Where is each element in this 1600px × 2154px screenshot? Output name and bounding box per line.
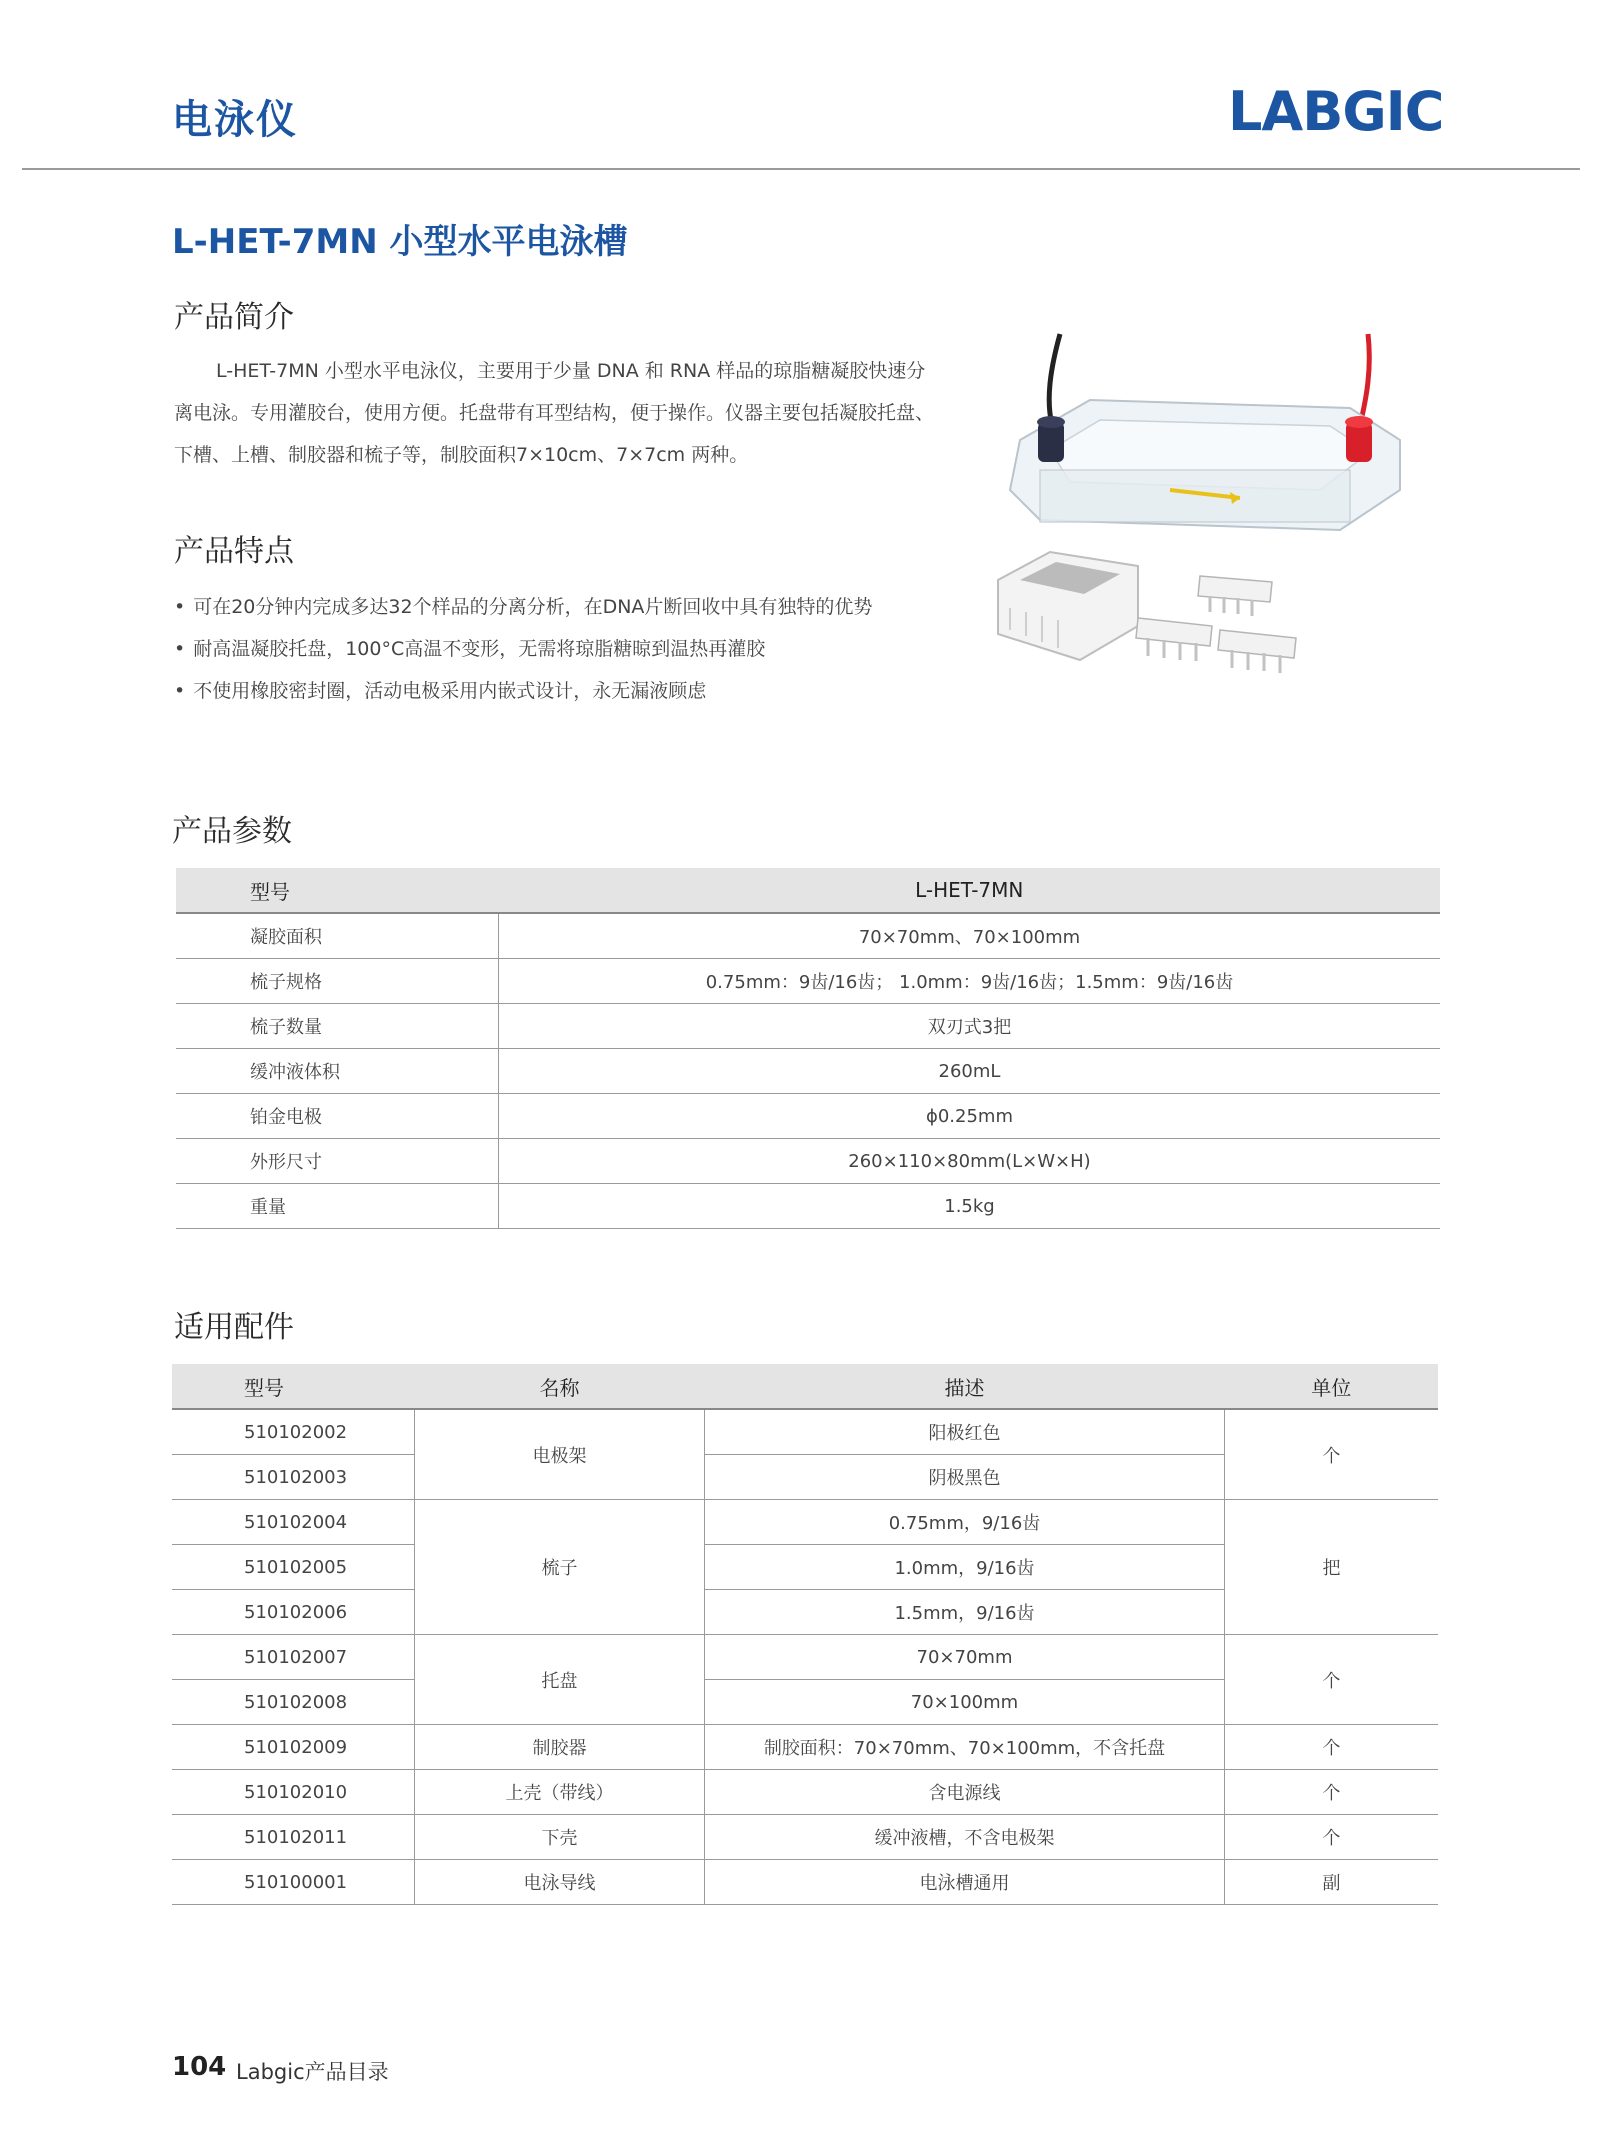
accessories-heading: 适用配件: [174, 1310, 294, 1345]
col-name: 名称: [539, 1375, 580, 1400]
description-cell: 阴极黑色: [705, 1455, 1225, 1500]
name-cell: 电泳导线: [415, 1860, 705, 1905]
description-cell: 缓冲液槽，不含电极架: [705, 1815, 1225, 1860]
param-name: 梳子数量: [176, 1004, 499, 1049]
model-cell: 510102005: [172, 1545, 415, 1590]
description-cell: 70×100mm: [705, 1680, 1225, 1725]
param-value: 1.5kg: [944, 1195, 995, 1217]
name-cell: 上壳（带线）: [415, 1770, 705, 1815]
model-cell: 510102003: [172, 1455, 415, 1500]
black-lead-icon: [1049, 334, 1060, 425]
features-heading: 产品特点: [174, 534, 294, 569]
table-row: [176, 1184, 1440, 1229]
model-cell: 510102007: [172, 1635, 415, 1680]
page-number: 104: [172, 2052, 227, 2082]
table-row: [176, 913, 1440, 959]
model-cell: 510102009: [172, 1725, 415, 1770]
table-row: [172, 1815, 1438, 1860]
name-cell: 下壳: [415, 1815, 705, 1860]
accessories-header-row: [172, 1364, 1438, 1409]
params-table: [176, 868, 1440, 1229]
model-cell: 510102008: [172, 1680, 415, 1725]
description-cell: 含电源线: [705, 1770, 1225, 1815]
table-row: [172, 1860, 1438, 1905]
params-header-row: [176, 868, 1440, 913]
name-cell: 电极架: [415, 1409, 705, 1500]
unit-cell: 把: [1225, 1500, 1439, 1635]
param-name: 铂金电极: [176, 1094, 499, 1139]
param-value: 双刃式3把: [927, 1017, 1012, 1038]
description-cell: 制胶面积：70×70mm、70×100mm，不含托盘: [705, 1725, 1225, 1770]
param-name: 缓冲液体积: [176, 1049, 499, 1094]
intro-heading: 产品简介: [174, 300, 294, 335]
description-cell: 阳极红色: [705, 1409, 1225, 1455]
description-cell: 电泳槽通用: [705, 1860, 1225, 1905]
table-row: [172, 1770, 1438, 1815]
model-cell: 510100001: [172, 1860, 415, 1905]
col-unit: 单位: [1311, 1375, 1352, 1400]
feature-item: • 不使用橡胶密封圈，活动电极采用内嵌式设计，永无漏液顾虑: [174, 670, 964, 712]
product-title: L-HET-7MN 小型水平电泳槽: [172, 222, 628, 262]
param-name: 外形尺寸: [176, 1139, 499, 1184]
section-title: 电泳仪: [172, 97, 298, 143]
col-description: 描述: [944, 1375, 985, 1400]
param-value: 0.75mm：9齿/16齿； 1.0mm：9齿/16齿；1.5mm：9齿/16齿: [705, 972, 1234, 993]
param-name: 梳子规格: [176, 959, 499, 1004]
param-name: 重量: [176, 1184, 499, 1229]
params-header-value: L-HET-7MN: [915, 878, 1024, 902]
feature-item: • 可在20分钟内完成多达32个样品的分离分析，在DNA片断回收中具有独特的优势: [174, 586, 964, 628]
table-row: [172, 1409, 1438, 1455]
intro-text: L-HET-7MN 小型水平电泳仪，主要用于少量 DNA 和 RNA 样品的琼脂糖凝胶快速分离电泳。专用灌胶台，使用方便。托盘带有耳型结构，便于操作。仪器主要包括凝胶托盘、下槽、上槽、制胶器和梳子等，制胶面积7×10cm、7×7cm 两种。: [174, 360, 935, 466]
name-cell: 梳子: [415, 1500, 705, 1635]
table-row: [176, 959, 1440, 1004]
param-name: 凝胶面积: [176, 913, 499, 959]
model-cell: 510102002: [172, 1409, 415, 1455]
name-cell: 制胶器: [415, 1725, 705, 1770]
description-cell: 1.0mm，9/16齿: [705, 1545, 1225, 1590]
description-cell: 70×70mm: [705, 1635, 1225, 1680]
unit-cell: 个: [1225, 1409, 1439, 1500]
intro-paragraph: [174, 350, 934, 476]
unit-cell: 副: [1225, 1860, 1439, 1905]
header-divider: [22, 168, 1580, 170]
feature-item: • 耐高温凝胶托盘，100°C高温不变形，无需将琼脂糖晾到温热再灌胶: [174, 628, 964, 670]
product-image: [980, 330, 1410, 710]
model-cell: 510102010: [172, 1770, 415, 1815]
model-cell: 510102004: [172, 1500, 415, 1545]
model-cell: 510102011: [172, 1815, 415, 1860]
col-model: 型号: [244, 1375, 284, 1400]
param-value: ɸ0.25mm: [925, 1105, 1014, 1127]
labgic-logo: LABGIC: [1228, 80, 1444, 143]
description-cell: 0.75mm，9/16齿: [705, 1500, 1225, 1545]
description-cell: 1.5mm，9/16齿: [705, 1590, 1225, 1635]
red-lead-icon: [1360, 334, 1369, 425]
params-header-label: 型号: [250, 879, 290, 904]
param-value: 70×70mm、70×100mm: [858, 927, 1081, 948]
unit-cell: 个: [1225, 1770, 1439, 1815]
table-row: [176, 1004, 1440, 1049]
accessories-table: [172, 1364, 1438, 1905]
unit-cell: 个: [1225, 1815, 1439, 1860]
name-cell: 托盘: [415, 1635, 705, 1725]
param-value: 260×110×80mm(L×W×H): [848, 1150, 1091, 1172]
model-cell: 510102006: [172, 1590, 415, 1635]
table-row: [172, 1725, 1438, 1770]
table-row: [176, 1049, 1440, 1094]
unit-cell: 个: [1225, 1635, 1439, 1725]
catalog-label: Labgic产品目录: [236, 2060, 389, 2084]
param-value: 260mL: [938, 1060, 1001, 1082]
unit-cell: 个: [1225, 1725, 1439, 1770]
table-row: [176, 1139, 1440, 1184]
table-row: [172, 1500, 1438, 1545]
features-list: [174, 586, 964, 712]
table-row: [172, 1635, 1438, 1680]
table-row: [176, 1094, 1440, 1139]
params-heading: 产品参数: [172, 814, 292, 849]
